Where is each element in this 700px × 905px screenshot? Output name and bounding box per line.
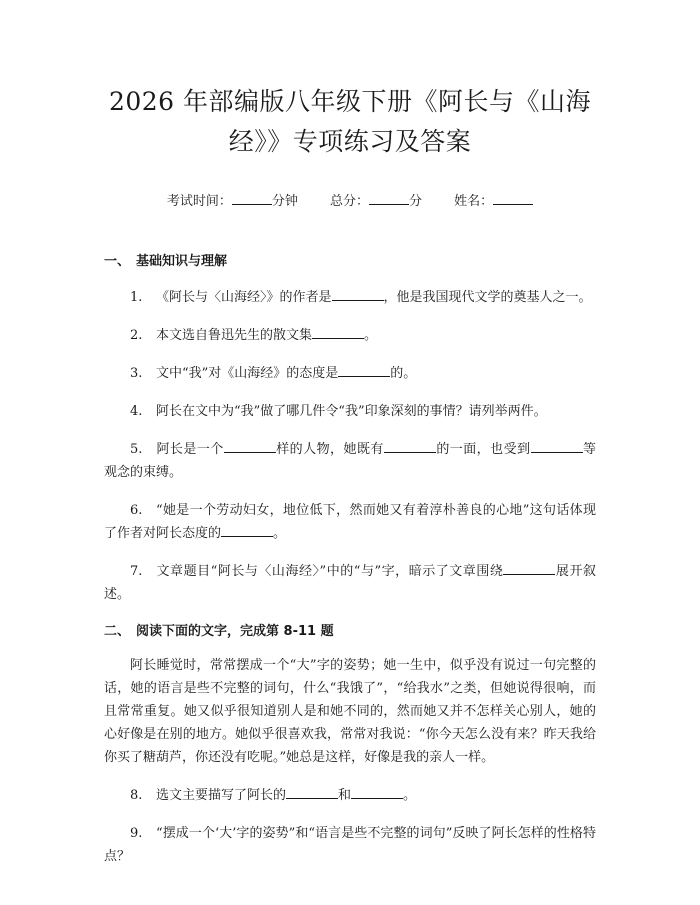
exam-time-blank[interactable]: [232, 192, 272, 205]
name-blank[interactable]: [493, 192, 533, 205]
name-field: 姓名：: [454, 194, 533, 209]
question-9: 9. “摆成一个‘大’字的姿势”和“语言是些不完整的词句”反映了阿长怎样的性格特点？: [104, 826, 596, 864]
section-1-heading: [104, 252, 596, 272]
total-score-field: 总分： 分: [329, 194, 423, 209]
answer-blank[interactable]: [384, 440, 436, 453]
answer-blank[interactable]: [224, 440, 276, 453]
section-2-heading: [104, 622, 596, 642]
section-1-title: 基础知识与理解: [136, 254, 228, 269]
exam-time-field: 考试时间： 分钟: [166, 194, 298, 209]
question-5: 5. 阿长是一个 样的人物，她既有 的一面，也受到 等观念的束缚。: [104, 442, 596, 480]
title-line-2: 经》》专项练习及答案: [228, 127, 472, 156]
question-4: 4. 阿长在文中为“我”做了哪几件令“我”印象深刻的事情？请列举两件。: [130, 404, 547, 419]
section-2-title: 阅读下面的文字，完成第 8-11 题: [136, 624, 334, 639]
exam-info: [104, 192, 596, 212]
answer-blank[interactable]: [338, 364, 390, 377]
title-line-1: 2026 年部编版八年级下册《阿长与《山海: [108, 87, 592, 116]
question-8: 8. 选文主要描写了阿长的 和 。: [130, 788, 417, 803]
answer-blank[interactable]: [286, 786, 338, 799]
answer-blank[interactable]: [312, 326, 364, 339]
document-title: [104, 82, 596, 162]
section-2-number: 二、: [104, 624, 131, 639]
question-7: 7. 文章题目“阿长与〈山海经〉”中的“与”字，暗示了文章围绕 展开叙述。: [104, 564, 596, 602]
reading-passage: 阿长睡觉时，常常摆成一个“大”字的姿势；她一生中，似乎没有说过一句完整的话，她的语言是些不完整的词句，什么“我饿了”，“给我水”之类，但她说得很响，而且常常重复。她又似乎很知道别人是和她不同的，然而她又并不怎样关心别人，她的心好像是在别的地方。她似乎很喜欢我，常常对我说：“你今天怎么没有来？昨天我给你买了糖葫芦，你还没有吃呢。”她总是这样，好像是我的亲人一样。: [104, 658, 596, 765]
section-1-number: 一、: [104, 254, 131, 269]
question-2: 2. 本文选自鲁迅先生的散文集 。: [130, 328, 378, 343]
answer-blank[interactable]: [221, 524, 273, 537]
question-6: 6. “她是一个劳动妇女，地位低下，然而她又有着淳朴善良的心地”这句话体现了作者对阿长态度的 。: [104, 503, 596, 541]
question-1: 1. 《阿长与〈山海经〉》的作者是 ，他是我国现代文学的奠基人之一。: [130, 290, 592, 305]
total-score-blank[interactable]: [369, 192, 409, 205]
answer-blank[interactable]: [351, 786, 403, 799]
question-3: 3. 文中“我”对《山海经》的态度是 的。: [130, 366, 417, 381]
answer-blank[interactable]: [503, 562, 555, 575]
answer-blank[interactable]: [531, 440, 583, 453]
answer-blank[interactable]: [332, 288, 384, 301]
